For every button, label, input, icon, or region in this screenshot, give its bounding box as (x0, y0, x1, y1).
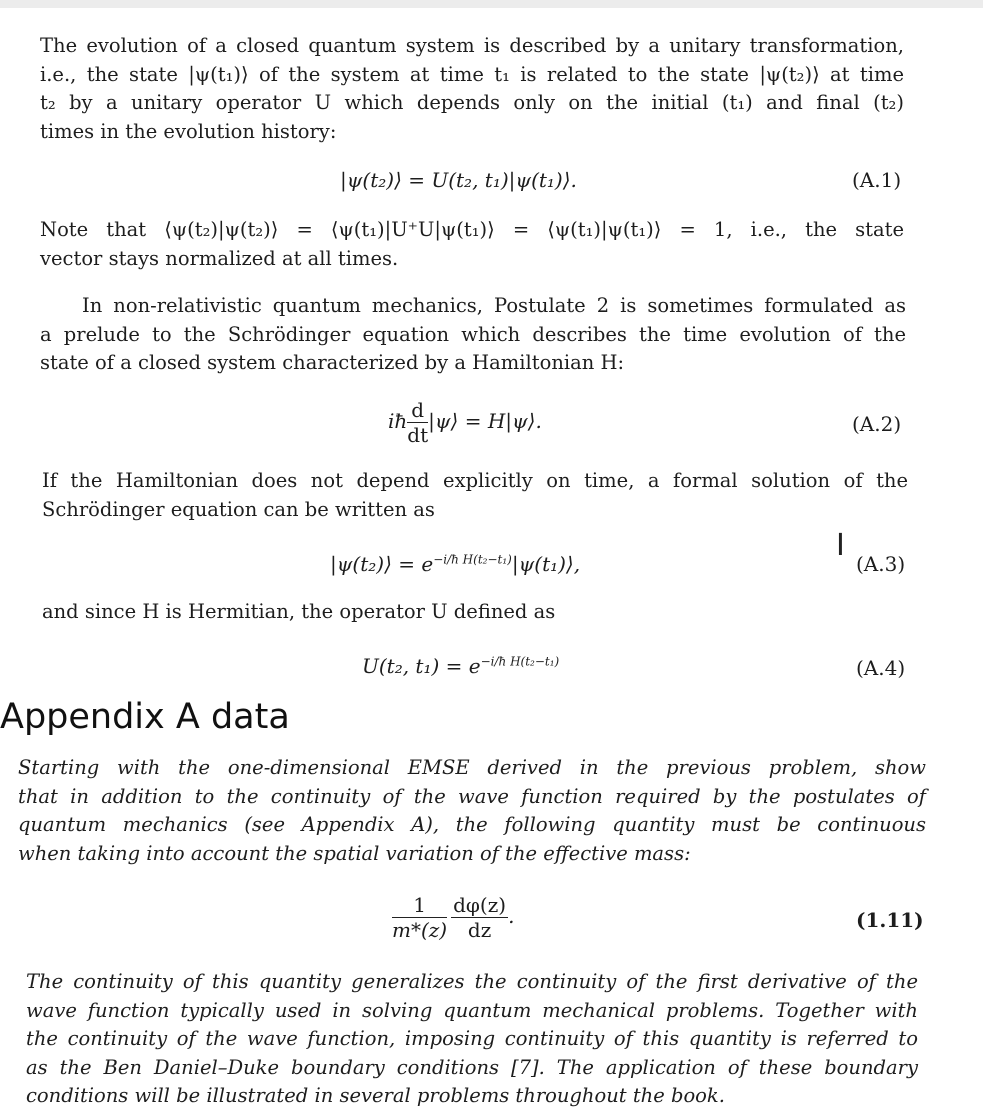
equation-a3-exponent: −i/ħ H(t₂−t₁) (433, 552, 512, 567)
text-line: Note that ⟨ψ(t₂)|ψ(t₂)⟩ = ⟨ψ(t₁)|U⁺U|ψ(t₁)⟩ = ⟨ψ(t₁)|ψ(t₁)⟩ = 1, i.e., the state (40, 218, 904, 241)
fraction-numerator: dφ(z) (453, 893, 507, 917)
equation-a3 (330, 552, 580, 576)
text-line: vector stays normalized at all times. (40, 246, 399, 270)
equation-a1: |ψ(t₂)⟩ = U(t₂, t₁)|ψ(t₁)⟩. (340, 168, 577, 192)
text-line: times in the evolution history: (40, 119, 337, 143)
text-line: The evolution of a closed quantum system is described by a unitary transformation, (40, 34, 904, 57)
text-line: a prelude to the Schrödinger equation which describes the time evolution of the (40, 322, 906, 346)
paragraph-normalization (40, 216, 904, 273)
equation-a2-rhs: |ψ⟩ = H|ψ⟩. (428, 409, 542, 433)
equation-number-1-11: (1.11) (856, 908, 924, 932)
text-line: that in addition to the continuity of the wave function required by the postulates of (18, 784, 926, 808)
text-line: quantum mechanics (see Appendix A), the following quantity must be continuous (18, 813, 926, 836)
text-line: conditions will be illustrated in several problems throughout the book. (26, 1084, 725, 1107)
paragraph-hermitian: and since H is Hermitian, the operator U defined as (42, 600, 556, 623)
fraction-denominator: m*(z) (392, 918, 448, 942)
equation-1-11 (392, 893, 514, 942)
equation-a3-tail: |ψ(t₁)⟩, (511, 552, 581, 576)
text-line: state of a closed system characterized by a Hamiltonian H: (40, 351, 625, 374)
equation-a4-base: U(t₂, t₁) = e (362, 654, 481, 678)
fraction-denominator: dt (407, 423, 429, 447)
top-bar (0, 0, 983, 8)
fraction-derivative (451, 893, 508, 942)
paragraph-formal-solution (42, 467, 908, 524)
equation-a2 (388, 398, 542, 447)
equation-period: . (508, 904, 515, 928)
equation-a4-exponent: −i/ħ H(t₂−t₁) (480, 654, 560, 669)
equation-a3-base: |ψ(t₂)⟩ = e (330, 552, 434, 576)
text-cursor-icon: I (836, 528, 845, 563)
paragraph-boundary-conditions (26, 968, 918, 1111)
text-line: Schrödinger equation can be written as (42, 497, 435, 521)
paragraph-evolution (40, 32, 904, 146)
text-line: wave function typically used in solving quantum mechanical problems. Together with (26, 998, 918, 1022)
text-line: as the Ben Daniel–Duke boundary conditions [7]. The application of these boundary (26, 1055, 918, 1079)
fraction-numerator: 1 (392, 893, 447, 918)
equation-number-a1: (A.1) (852, 168, 902, 192)
text-line: In non-relativistic quantum mechanics, Postulate 2 is sometimes formulated as (82, 294, 906, 317)
paragraph-problem-statement (18, 754, 926, 868)
text-line: t₂ by a unitary operator U which depends only on the initial (t₁) and final (t₂) (40, 91, 904, 114)
fraction-numerator: d (407, 398, 428, 423)
text-line: Starting with the one-dimensional EMSE derived in the previous problem, show (18, 756, 926, 779)
text-line: The continuity of this quantity generalizes the continuity of the first derivative of the (26, 970, 918, 993)
text-line: when taking into account the spatial variation of the effective mass: (18, 841, 691, 865)
paragraph-schrodinger-intro (40, 292, 906, 378)
fraction-denominator: dz (467, 918, 492, 942)
text-line: If the Hamiltonian does not depend explicitly on time, a formal solution of the (42, 469, 908, 492)
equation-a2-lhs: iħ (388, 409, 408, 433)
text-line: i.e., the state |ψ(t₁)⟩ of the system at time t₁ is related to the state |ψ(t₂)⟩ at time (40, 62, 904, 86)
equation-number-a3: (A.3) (856, 552, 906, 576)
equation-number-a4: (A.4) (856, 656, 906, 680)
equation-number-a2: (A.2) (852, 412, 902, 436)
equation-a4 (362, 654, 559, 678)
page-title: Appendix A data (0, 697, 290, 737)
fraction-inverse-mass (392, 893, 447, 942)
text-line: the continuity of the wave function, imposing continuity of this quantity is referred to (26, 1027, 918, 1050)
derivative-fraction (407, 398, 428, 447)
